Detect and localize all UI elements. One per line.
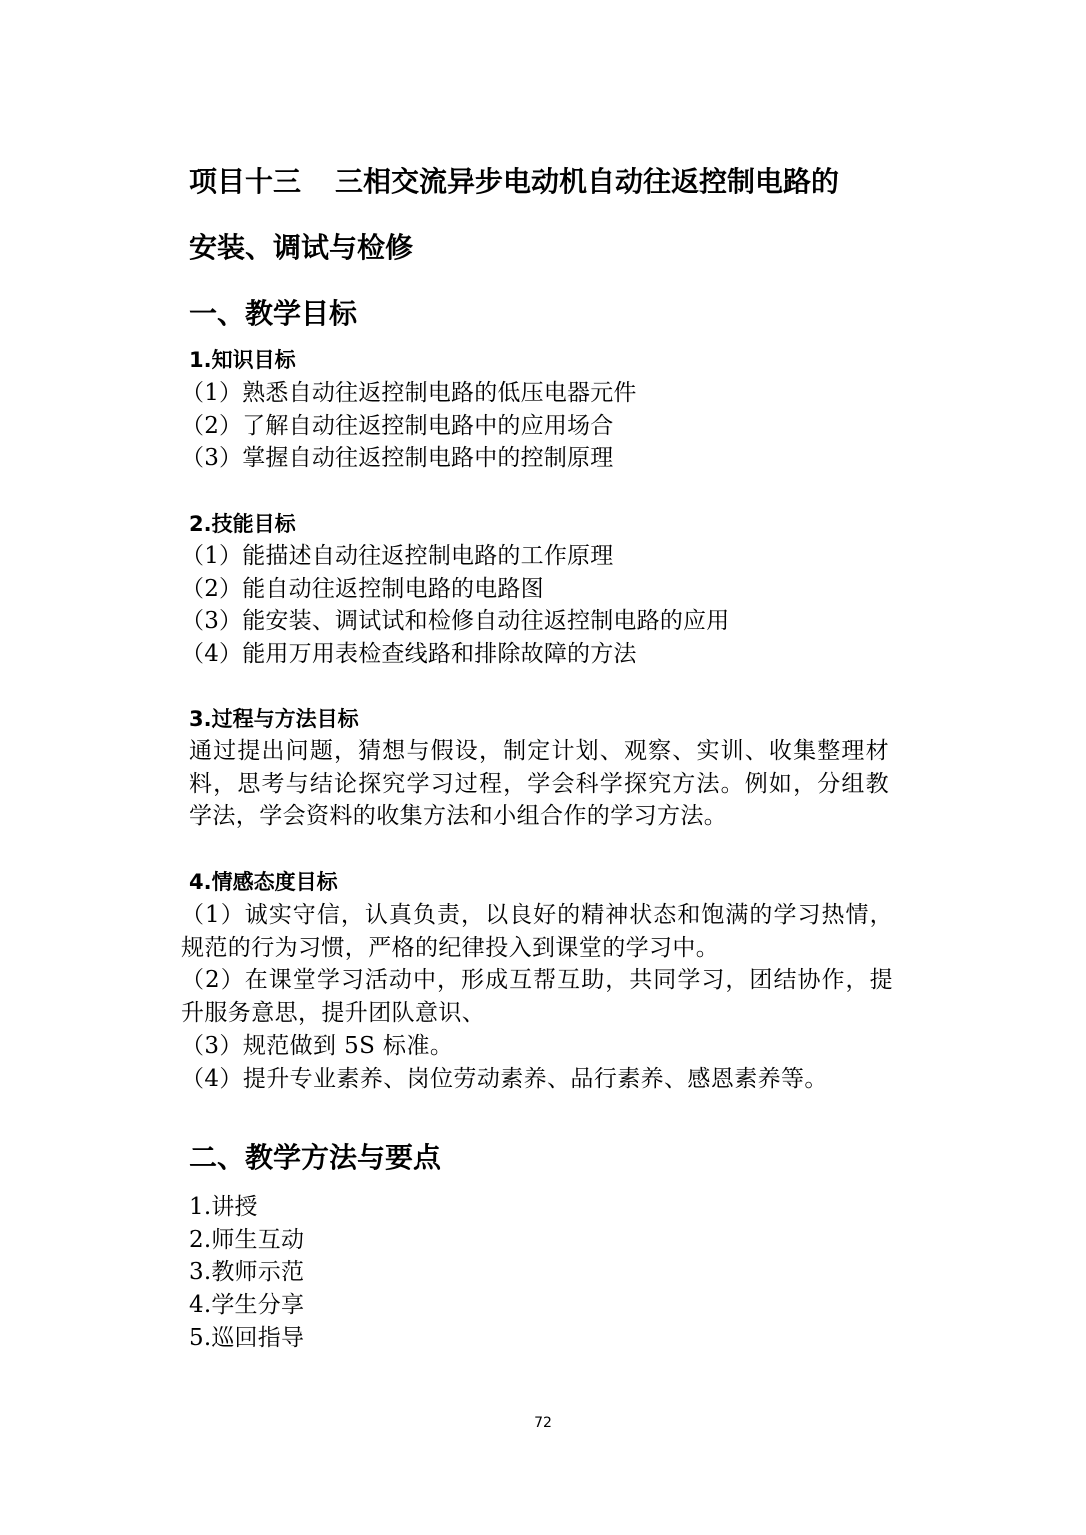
list-item: （1）能描述自动往返控制电路的工作原理: [181, 543, 614, 569]
skill-goals-list: [181, 540, 909, 671]
subheading-process-method-goals: 3.过程与方法目标: [189, 707, 359, 731]
list-item: 4.学生分享: [189, 1292, 305, 1319]
list-item: （3）规范做到 5S 标准。: [181, 1032, 454, 1059]
methods-list: [189, 1191, 909, 1354]
list-item: （4）提升专业素养、岗位劳动素养、品行素养、感恩素养等。: [181, 1065, 828, 1092]
knowledge-goals-list: [181, 377, 909, 475]
project-number: 项目十三: [189, 165, 302, 198]
page-number: 72: [534, 1415, 552, 1431]
list-item: 5.巡回指导: [189, 1324, 305, 1351]
project-title-line-1: [189, 164, 839, 200]
list-item: 3.教师示范: [189, 1259, 305, 1286]
list-item: 1.讲授: [189, 1194, 258, 1220]
subheading-skill-goals: 2.技能目标: [189, 512, 296, 536]
document-page: [181, 0, 909, 1535]
subheading-knowledge-goals: 1.知识目标: [189, 348, 296, 372]
list-item: （1）诚实守信，认真负责，以良好的精神状态和饱满的学习热情，规范的行为习惯，严格的纪律投入到课堂的学习中。: [181, 902, 893, 961]
project-title-line-2: 安装、调试与检修: [189, 231, 414, 264]
section-heading-methods-key-points: 二、教学方法与要点: [189, 1141, 442, 1174]
list-item: （3）掌握自动往返控制电路中的控制原理: [181, 445, 614, 472]
subheading-emotion-attitude-goals: 4.情感态度目标: [189, 870, 338, 894]
emotion-attitude-list: [181, 899, 893, 1095]
process-method-paragraph: [189, 735, 889, 833]
list-item: （2）了解自动往返控制电路中的应用场合: [181, 412, 614, 439]
list-item: （2）能自动往返控制电路的电路图: [181, 575, 544, 602]
list-item: （2）在课堂学习活动中，形成互帮互助，共同学习，团结协作，提升服务意思，提升团队意识、: [181, 967, 893, 1027]
list-item: （3）能安装、调试试和检修自动往返控制电路的应用: [181, 608, 730, 635]
list-item: （4）能用万用表检查线路和排除故障的方法: [181, 641, 637, 668]
paragraph-text: 通过提出问题，猜想与假设，制定计划、观察、实训、收集整理材料，思考与结论探究学习过程，学会科学探究方法。例如，分组教学法，学会资料的收集方法和小组合作的学习方法。: [189, 738, 889, 830]
list-item: 2.师生互动: [189, 1226, 305, 1253]
project-title-main: 三相交流异步电动机自动往返控制电路的: [335, 165, 840, 198]
list-item: （1）熟悉自动往返控制电路的低压电器元件: [181, 380, 637, 406]
section-heading-teaching-goals: 一、教学目标: [189, 297, 358, 330]
